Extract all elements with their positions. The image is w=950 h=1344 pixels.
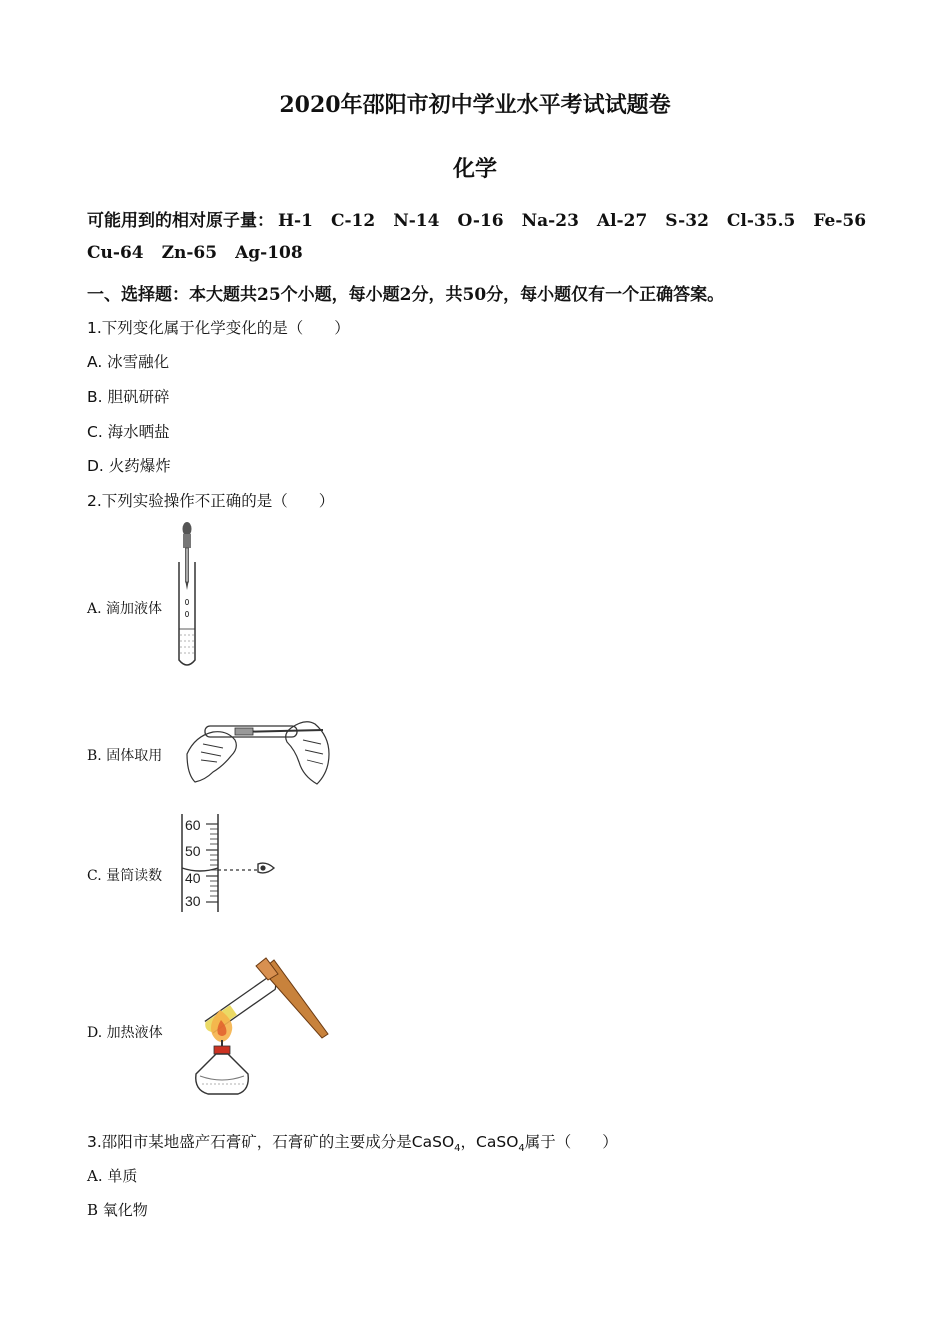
cylinder-tick-label: 40 [185, 870, 201, 886]
atomic-mass: Cl-35.5 [726, 211, 796, 231]
atomic-mass: Al-27 [596, 211, 648, 231]
atomic-mass: C-12 [330, 211, 376, 231]
q3-option-a: A. 单质 [87, 1167, 138, 1185]
atomic-mass: O-16 [457, 211, 504, 231]
dropper-test-tube-figure [170, 520, 210, 670]
question-3-stem [87, 1130, 618, 1154]
q1-option-a: A. 冰雪融化 [87, 353, 170, 371]
q2-option-a: A. 滴加液体 [87, 601, 163, 617]
q2-option-d: D. 加热液体 [87, 1025, 163, 1041]
exam-title: 2020年邵阳市初中学业水平考试试题卷 [279, 92, 671, 118]
q3-subscript: 4 [454, 1143, 461, 1155]
cylinder-tick-label: 30 [185, 893, 201, 909]
atomic-mass-label: 可能用到的相对原子量： [87, 211, 274, 231]
q3-subscript: 4 [518, 1143, 525, 1155]
alcohol-lamp-heating-figure [186, 950, 332, 1100]
cylinder-tick-label: 60 [185, 817, 201, 833]
question-2-stem: 2.下列实验操作不正确的是（ ） [87, 492, 335, 510]
atomic-mass-line-1 [87, 206, 866, 231]
test-tube-spatula-figure [183, 714, 333, 790]
cylinder-tick-label: 50 [185, 843, 201, 859]
atomic-mass: Cu-64 [87, 243, 144, 263]
atomic-mass: N-14 [393, 211, 440, 231]
question-1-stem: 1.下列变化属于化学变化的是（ ） [87, 319, 350, 337]
q2-option-b: B. 固体取用 [87, 748, 163, 764]
q2-option-c: C. 量筒读数 [87, 868, 163, 884]
section-heading: 一、选择题：本大题共25个小题，每小题2分，共50分，每小题仅有一个正确答案。 [87, 285, 725, 305]
graduated-cylinder-figure [176, 812, 286, 916]
atomic-mass: Ag-108 [235, 243, 303, 263]
q3-stem-prefix: 3.邵阳市某地盛产石膏矿，石膏矿的主要成分是CaSO [87, 1133, 455, 1151]
atomic-mass: Fe-56 [813, 211, 867, 231]
atomic-mass: S-32 [665, 211, 709, 231]
exam-subject: 化学 [452, 156, 497, 182]
atomic-mass: H-1 [278, 211, 313, 231]
q3-option-b: B 氧化物 [87, 1201, 148, 1219]
q1-option-c: C. 海水晒盐 [87, 423, 170, 441]
q3-stem-mid: ，CaSO [460, 1133, 519, 1151]
atomic-mass: Na-23 [521, 211, 579, 231]
q1-option-b: B. 胆矾研碎 [87, 388, 170, 406]
q1-option-d: D. 火药爆炸 [87, 457, 171, 475]
atomic-mass-line-2 [87, 243, 321, 263]
q3-stem-suffix: 属于（ ） [524, 1133, 618, 1151]
atomic-mass: Zn-65 [161, 243, 218, 263]
